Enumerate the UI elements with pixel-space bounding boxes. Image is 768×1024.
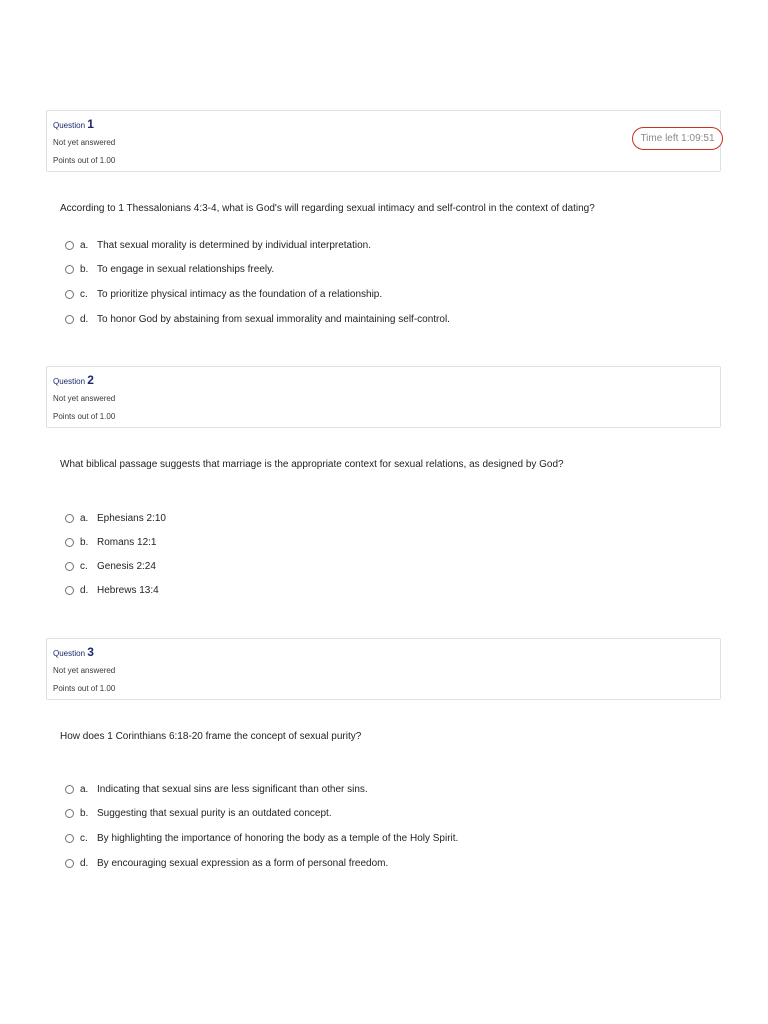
question-state: Not yet answered [53, 394, 116, 403]
question-3-option-c[interactable] [65, 831, 458, 845]
option-letter: c. [80, 832, 88, 844]
radio-button[interactable] [65, 241, 74, 250]
option-letter: d. [80, 857, 89, 869]
question-number [53, 117, 94, 131]
radio-button[interactable] [65, 785, 74, 794]
question-number-value: 2 [87, 373, 94, 387]
question-state: Not yet answered [53, 138, 116, 147]
option-text: Romans 12:1 [97, 536, 157, 548]
question-1-info [46, 110, 721, 172]
question-label: Question [53, 649, 86, 658]
question-2-option-c[interactable] [65, 559, 156, 573]
option-text: By encouraging sexual expression as a form of personal freedom. [97, 857, 389, 869]
question-grade: Points out of 1.00 [53, 684, 116, 693]
option-text: To prioritize physical intimacy as the foundation of a relationship. [97, 288, 383, 300]
question-1-option-d[interactable] [65, 312, 450, 326]
question-grade: Points out of 1.00 [53, 156, 116, 165]
question-number [53, 645, 94, 659]
question-3-option-b[interactable] [65, 806, 332, 820]
question-grade: Points out of 1.00 [53, 412, 116, 421]
question-3-option-d[interactable] [65, 856, 388, 870]
option-text: Ephesians 2:10 [97, 512, 166, 524]
option-text: By highlighting the importance of honoring the body as a temple of the Holy Spirit. [97, 832, 459, 844]
radio-button[interactable] [65, 809, 74, 818]
option-text: Hebrews 13:4 [97, 584, 159, 596]
question-2-text: What biblical passage suggests that marriage is the appropriate context for sexual relations, as designed by God? [60, 459, 564, 470]
question-1-text: According to 1 Thessalonians 4:3-4, what is God's will regarding sexual intimacy and self-control in the context of dating? [60, 203, 595, 214]
radio-button[interactable] [65, 290, 74, 299]
option-text: Indicating that sexual sins are less significant than other sins. [97, 783, 368, 795]
option-letter: b. [80, 536, 89, 548]
radio-button[interactable] [65, 514, 74, 523]
question-2-option-a[interactable] [65, 511, 166, 525]
option-letter: a. [80, 783, 89, 795]
radio-button[interactable] [65, 834, 74, 843]
option-letter: d. [80, 313, 89, 325]
option-text: Genesis 2:24 [97, 560, 156, 572]
question-3-info [46, 638, 721, 700]
option-letter: d. [80, 584, 89, 596]
radio-button[interactable] [65, 586, 74, 595]
question-3-text: How does 1 Corinthians 6:18-20 frame the concept of sexual purity? [60, 731, 362, 742]
question-label: Question [53, 377, 86, 386]
question-3-option-a[interactable] [65, 782, 368, 796]
question-number-value: 1 [87, 117, 94, 131]
radio-button[interactable] [65, 562, 74, 571]
question-1-option-c[interactable] [65, 287, 382, 301]
option-text: That sexual morality is determined by individual interpretation. [97, 239, 372, 251]
quiz-timer: Time left 1:09:51 [632, 127, 723, 150]
question-state: Not yet answered [53, 666, 116, 675]
option-text: Suggesting that sexual purity is an outdated concept. [97, 807, 332, 819]
question-number [53, 373, 94, 387]
question-2-option-b[interactable] [65, 535, 156, 549]
radio-button[interactable] [65, 538, 74, 547]
question-label: Question [53, 121, 86, 130]
radio-button[interactable] [65, 315, 74, 324]
question-2-option-d[interactable] [65, 583, 159, 597]
question-number-value: 3 [87, 645, 94, 659]
radio-button[interactable] [65, 859, 74, 868]
option-text: To engage in sexual relationships freely. [97, 263, 275, 275]
question-1-option-a[interactable] [65, 238, 371, 252]
option-letter: a. [80, 239, 89, 251]
question-1-option-b[interactable] [65, 262, 274, 276]
question-2-info [46, 366, 721, 428]
option-text: To honor God by abstaining from sexual immorality and maintaining self-control. [97, 313, 450, 325]
option-letter: b. [80, 263, 89, 275]
option-letter: a. [80, 512, 89, 524]
radio-button[interactable] [65, 265, 74, 274]
option-letter: c. [80, 288, 88, 300]
option-letter: c. [80, 560, 88, 572]
option-letter: b. [80, 807, 89, 819]
